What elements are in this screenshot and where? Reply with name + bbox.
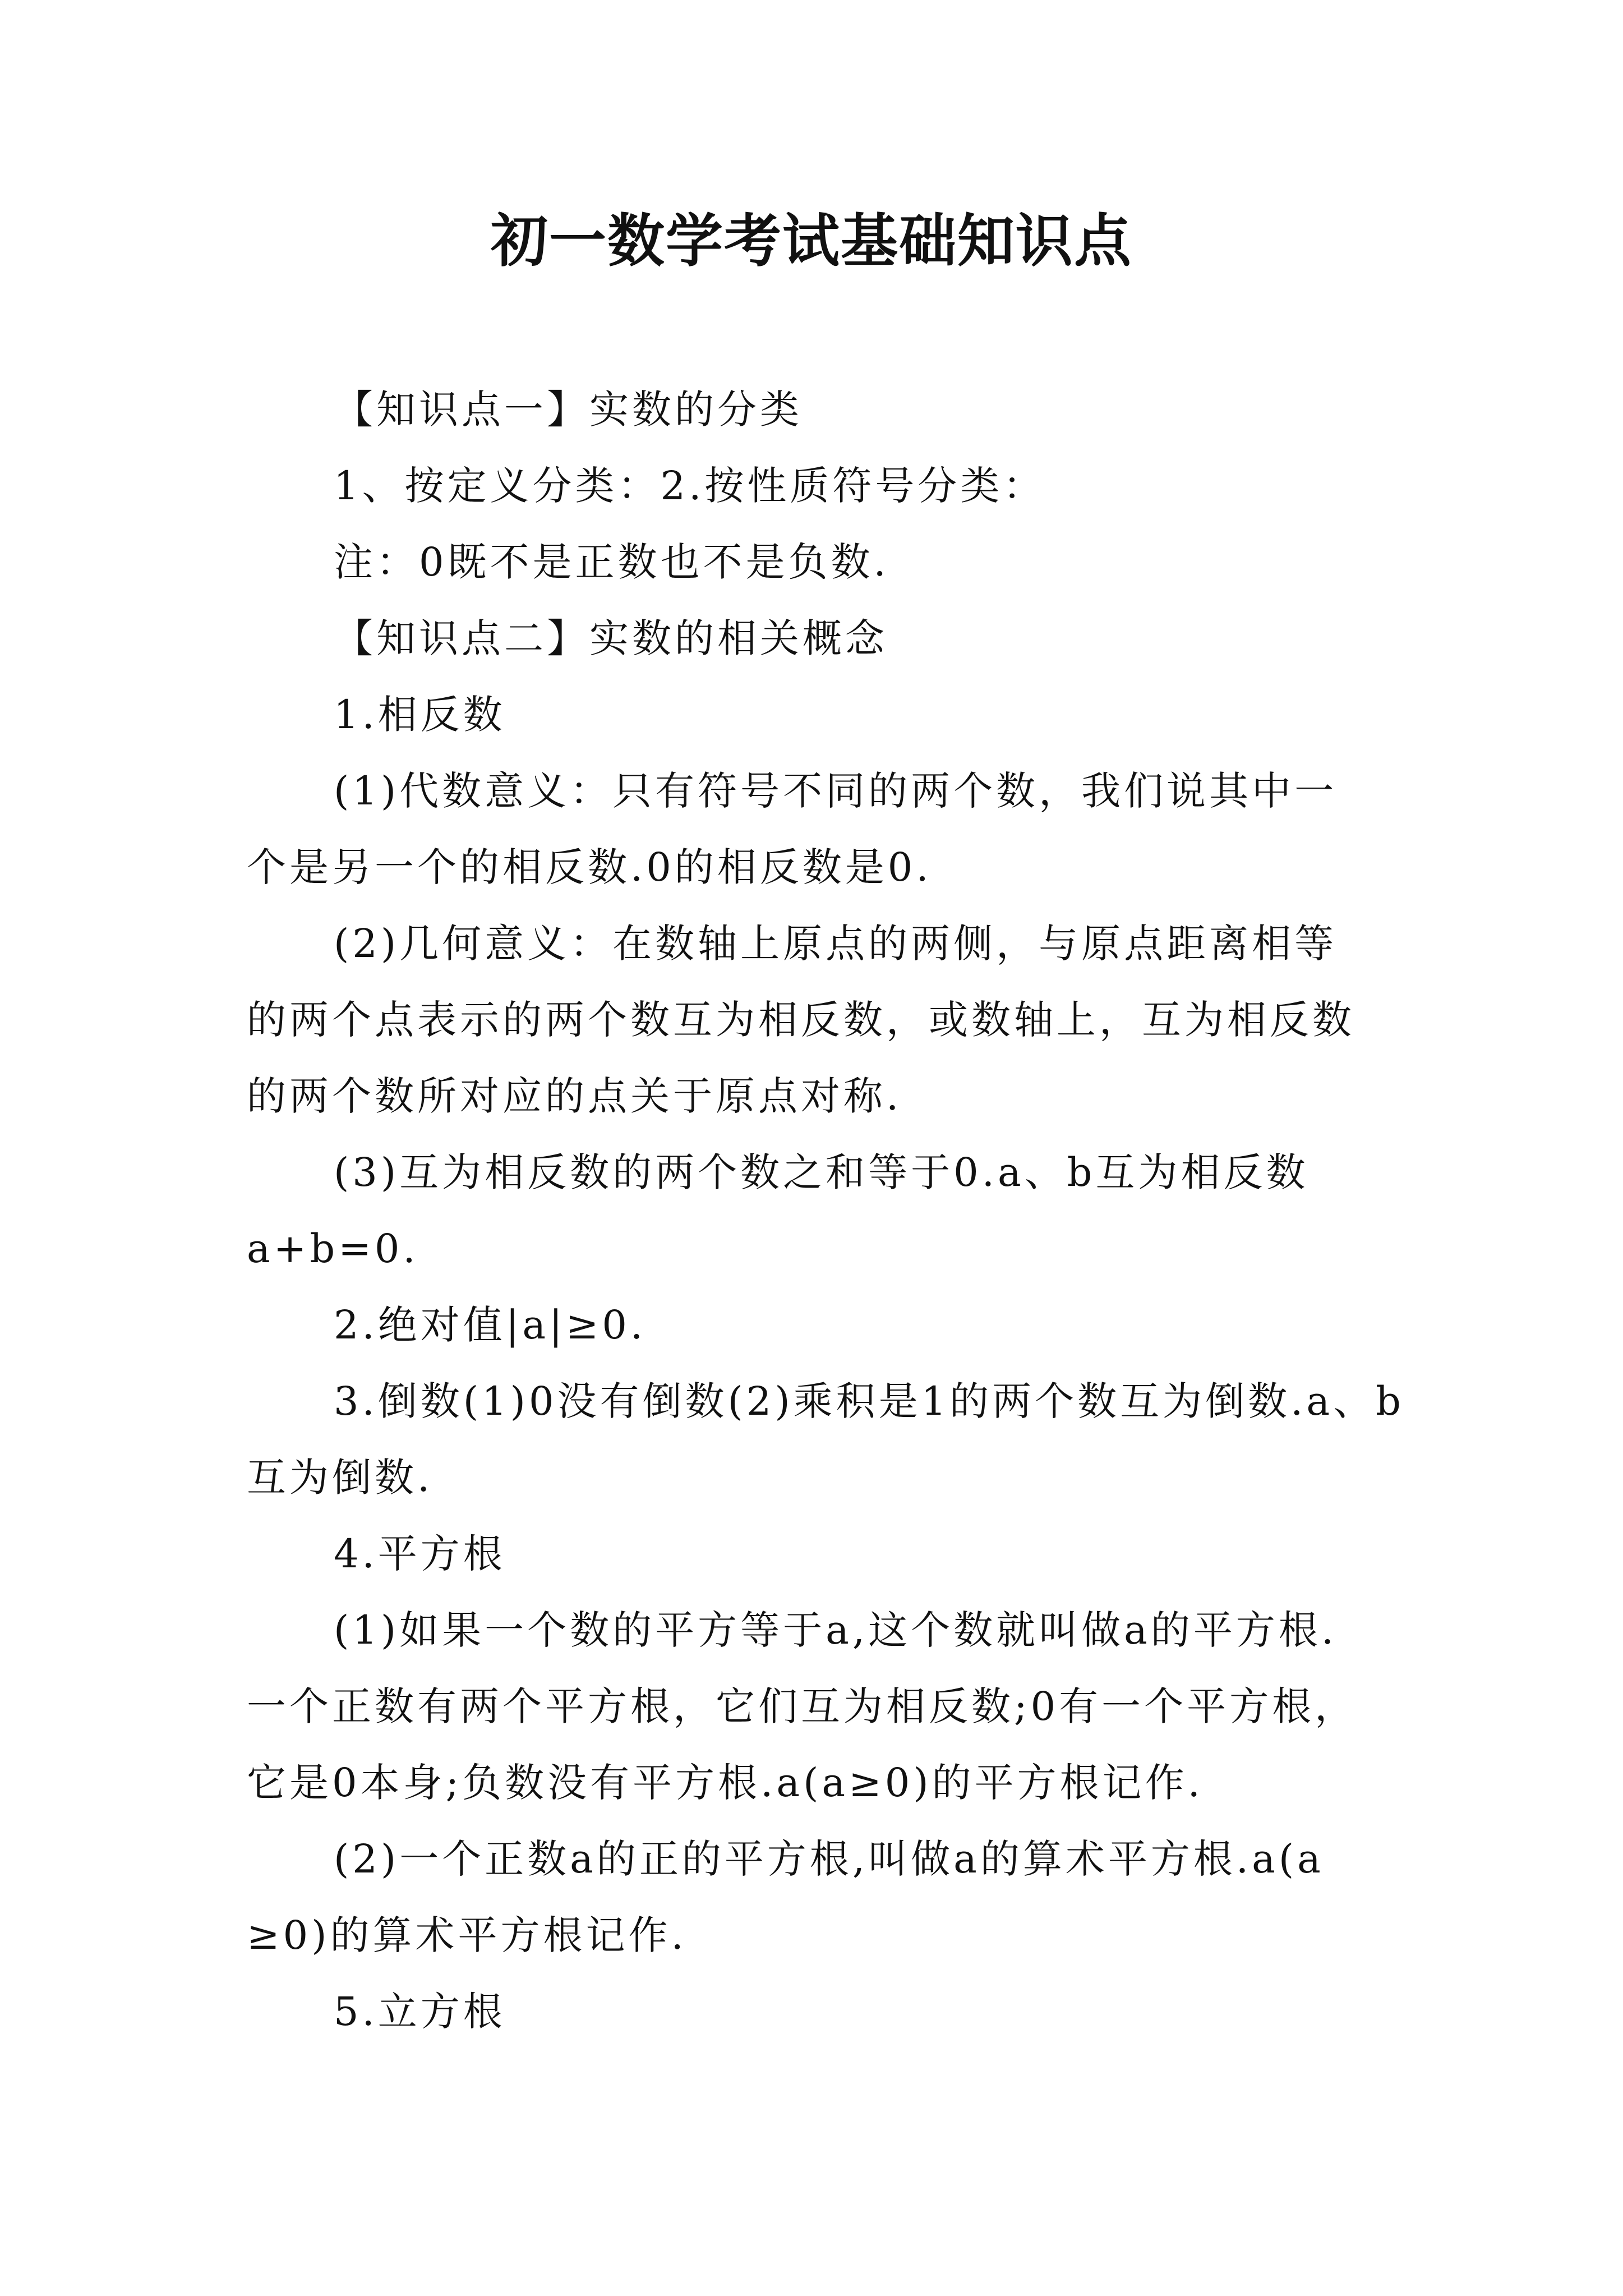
paragraph-line: a+b=0. <box>247 1226 419 1272</box>
subheading-reciprocal: 3.倒数(1)0没有倒数(2)乘积是1的两个数互为倒数.a、b <box>334 1378 1404 1424</box>
paragraph-line: ≥0)的算术平方根记作. <box>247 1912 687 1958</box>
paragraph-line: (3)互为相反数的两个数之和等于0.a、b互为相反数 <box>334 1149 1309 1195</box>
document-body <box>247 371 1447 2050</box>
paragraph-line: (1)如果一个数的平方等于a,这个数就叫做a的平方根. <box>334 1607 1338 1653</box>
paragraph-line: (2)一个正数a的正的平方根,叫做a的算术平方根.a(a <box>334 1836 1324 1882</box>
document-title: 初一数学考试基础知识点 <box>491 208 1132 275</box>
section-heading-1: 【知识点一】实数的分类 <box>334 386 803 432</box>
paragraph-line: (2)几何意义：在数轴上原点的两侧，与原点距离相等 <box>334 921 1338 967</box>
subheading-absolute-value: 2.绝对值|a|≥0. <box>334 1302 647 1348</box>
paragraph-line: 的两个点表示的两个数互为相反数，或数轴上，互为相反数 <box>247 997 1355 1043</box>
paragraph-line: 一个正数有两个平方根，它们互为相反数;0有一个平方根， <box>247 1683 1358 1729</box>
subheading-square-root: 4.平方根 <box>334 1531 506 1577</box>
paragraph-line: 的两个数所对应的点关于原点对称. <box>247 1073 902 1119</box>
subheading-cube-root: 5.立方根 <box>334 1989 506 2035</box>
paragraph-line: 1、按定义分类：2.按性质符号分类： <box>334 463 1046 509</box>
paragraph-line: (1)代数意义：只有符号不同的两个数，我们说其中一 <box>334 768 1338 814</box>
paragraph-line: 注：0既不是正数也不是负数. <box>334 539 889 585</box>
subheading-opposite-numbers: 1.相反数 <box>334 692 506 738</box>
paragraph-line: 个是另一个的相反数.0的相反数是0. <box>247 844 932 890</box>
paragraph-line: 互为倒数. <box>247 1455 434 1501</box>
paragraph-line: 它是0本身;负数没有平方根.a(a≥0)的平方根记作. <box>247 1760 1204 1806</box>
section-heading-2: 【知识点二】实数的相关概念 <box>334 615 888 661</box>
